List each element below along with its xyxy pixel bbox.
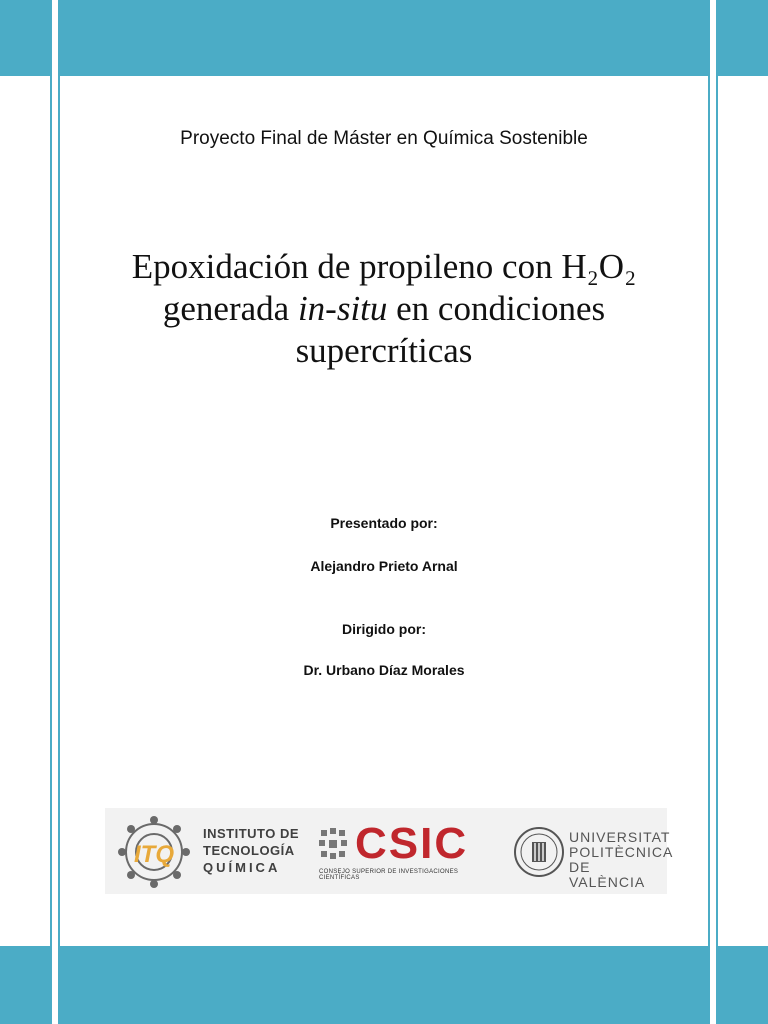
csic-wordmark: CSIC bbox=[355, 819, 469, 868]
bottom-band-left bbox=[0, 946, 50, 1024]
presented-label: Presentado por: bbox=[330, 515, 438, 531]
csic-logo bbox=[317, 819, 497, 882]
csic-emblem-icon bbox=[317, 826, 349, 862]
itq-emblem-icon bbox=[115, 812, 193, 892]
upv-line-3: DE VALÈNCIA bbox=[569, 859, 646, 890]
frame-line-left-inner bbox=[58, 0, 60, 1024]
upv-logo bbox=[513, 820, 674, 890]
top-band-right bbox=[718, 0, 768, 76]
csic-subtitle: CONSEJO SUPERIOR DE INVESTIGACIONES CIENTÍFICAS bbox=[319, 869, 459, 881]
title-line-3: supercríticas bbox=[295, 331, 473, 370]
directed-label: Dirigido por: bbox=[342, 621, 426, 637]
top-band-center bbox=[60, 0, 708, 76]
top-band-left bbox=[0, 0, 50, 76]
itq-mark: ITQ bbox=[134, 841, 174, 868]
title-line-2 bbox=[90, 288, 678, 330]
upv-seal-icon bbox=[513, 826, 565, 878]
author-name: Alejandro Prieto Arnal bbox=[310, 558, 458, 574]
program-name: Proyecto Final de Máster en Química Sostenible bbox=[180, 128, 588, 149]
itq-line-1: INSTITUTO DE bbox=[203, 826, 300, 841]
bottom-band-right bbox=[718, 946, 768, 1024]
upv-line-1: UNIVERSITAT bbox=[569, 829, 671, 845]
frame-line-left-outer bbox=[50, 0, 52, 1024]
document-title bbox=[90, 246, 678, 372]
itq-line-2: TECNOLOGÍA bbox=[203, 843, 295, 858]
itq-logo bbox=[115, 812, 305, 892]
institution-logos bbox=[105, 808, 674, 894]
title-line-2-pre: generada bbox=[162, 289, 298, 328]
title-line-1: Epoxidación de propileno con H₂O₂ bbox=[131, 247, 637, 286]
frame-line-right-outer bbox=[716, 0, 718, 1024]
itq-line-3: QUÍMICA bbox=[203, 860, 281, 875]
bottom-band-center bbox=[60, 946, 708, 1024]
title-line-2-post: en condiciones bbox=[387, 289, 606, 328]
title-line-2-italic: in-situ bbox=[297, 289, 388, 328]
frame-line-right-inner bbox=[708, 0, 710, 1024]
upv-line-2: POLITÈCNICA bbox=[569, 844, 674, 860]
director-name: Dr. Urbano Díaz Morales bbox=[303, 662, 465, 678]
